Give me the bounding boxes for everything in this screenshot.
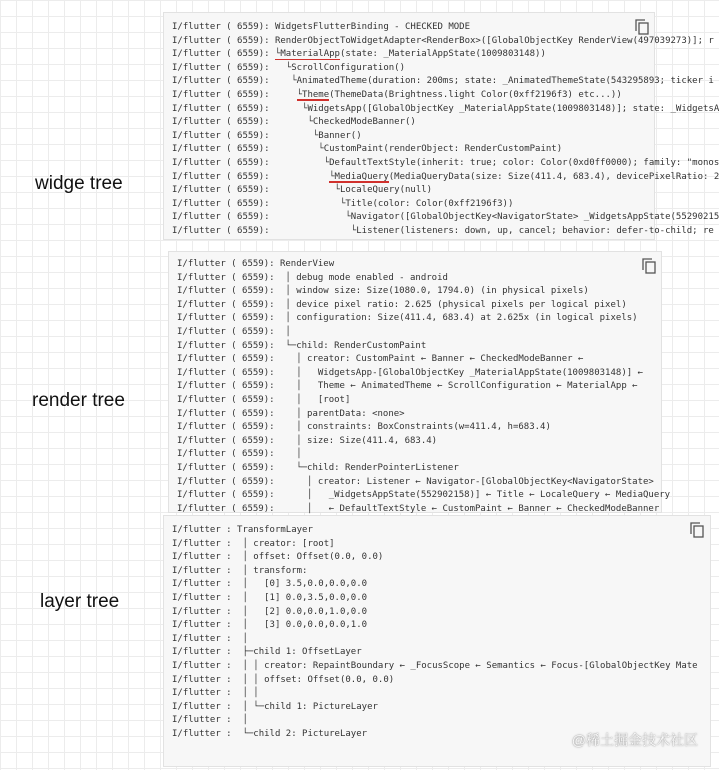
log-line: I/flutter : │: [172, 715, 248, 726]
log-line: I/flutter ( 6559): └Title(color: Color(0xff2196f3)): [172, 198, 514, 209]
log-line: I/flutter : │ [2] 0.0,0.0,1.0,0.0: [172, 606, 368, 617]
log-line: I/flutter ( 6559): │: [177, 449, 302, 460]
log-line: I/flutter : TransformLayer: [172, 525, 313, 535]
log-line: I/flutter ( 6559): └MaterialApp(state: _MaterialAppState(1009803148)): [172, 49, 546, 60]
layer-tree-log: [172, 524, 710, 742]
log-line: I/flutter ( 6559): │ debug mode enabled - android: [177, 272, 448, 283]
log-line: I/flutter ( 6559): │ WidgetsApp-[GlobalObjectKey _MaterialAppState(1009803148)] ←: [177, 367, 643, 378]
log-line: I/flutter ( 6559): │ window size: Size(1080.0, 1794.0) (in physical pixels): [177, 286, 589, 297]
highlighted-token: └MediaQuery: [329, 171, 389, 182]
log-line: I/flutter ( 6559): └AnimatedTheme(duration: 200ms; state: _AnimatedThemeState(543295893; ticker i: [172, 76, 714, 87]
highlighted-token: └Theme: [296, 89, 330, 100]
log-line: I/flutter ( 6559): └Banner(): [172, 130, 362, 141]
log-line: I/flutter : │ │ offset: Offset(0.0, 0.0): [172, 674, 395, 685]
log-line: I/flutter ( 6559): └LocaleQuery(null): [172, 185, 433, 196]
log-line: I/flutter ( 6559): │ constraints: BoxConstraints(w=411.4, h=683.4): [177, 422, 551, 433]
label-render-tree: render tree: [32, 390, 125, 411]
log-line: I/flutter ( 6559): │ creator: Listener ← Navigator-[GlobalObjectKey<NavigatorState>: [177, 476, 654, 487]
log-line: I/flutter : │ offset: Offset(0.0, 0.0): [172, 552, 384, 563]
log-line: I/flutter ( 6559): │ size: Size(411.4, 683.4): [177, 435, 438, 446]
watermark: @稀土掘金技术社区: [571, 732, 698, 748]
log-line: I/flutter ( 6559): └─child: RenderCustomPaint: [177, 340, 427, 351]
log-line: I/flutter ( 6559): └CheckedModeBanner(): [172, 117, 416, 128]
log-line: I/flutter ( 6559): └ScrollConfiguration(): [172, 62, 405, 73]
widget-tree-log: [172, 21, 719, 239]
log-line: I/flutter : │ └─child 1: PictureLayer: [172, 701, 378, 712]
label-layer-tree: layer tree: [40, 591, 120, 612]
log-line: I/flutter ( 6559): └MediaQuery(MediaQueryData(size: Size(411.4, 683.4), devicePixelRatio: 2: [172, 171, 719, 182]
log-line: I/flutter : │: [172, 633, 248, 644]
log-line: I/flutter : └─child 2: PictureLayer: [172, 728, 368, 739]
log-line: I/flutter ( 6559): │: [177, 326, 291, 337]
log-line: I/flutter ( 6559): │ device pixel ratio: 2.625 (physical pixels per logical pixel): [177, 299, 627, 310]
log-line: I/flutter ( 6559): └─child: RenderPointerListener: [177, 462, 459, 473]
log-line: I/flutter ( 6559): └Theme(ThemeData(Brightness.light Color(0xff2196f3) etc...)): [172, 89, 622, 100]
log-line: I/flutter ( 6559): │ [root]: [177, 394, 351, 405]
log-line: I/flutter ( 6559): │ _WidgetsAppState(552902158)] ← Title ← LocaleQuery ← MediaQuery: [177, 490, 671, 501]
log-line: I/flutter ( 6559): RenderView: [177, 259, 335, 269]
log-line: I/flutter ( 6559): │ parentData: <none>: [177, 408, 405, 419]
log-line: I/flutter ( 6559): └Listener(listeners: down, up, cancel; behavior: defer-to-child; re: [172, 225, 714, 236]
render-tree-panel[interactable]: [168, 251, 671, 514]
log-line: I/flutter ( 6559): │ configuration: Size(411.4, 683.4) at 2.625x (in logical pixels): [177, 313, 638, 324]
log-line: I/flutter : │ creator: [root]: [172, 538, 335, 549]
widget-tree-panel[interactable]: [163, 12, 719, 240]
log-line: I/flutter : │ transform:: [172, 565, 308, 576]
log-line: I/flutter : │ │ creator: RepaintBoundary ← _FocusScope ← Semantics ← Focus-[GlobalObjectKey Mate: [172, 660, 698, 671]
label-widget-tree: widge tree: [35, 173, 123, 194]
log-line: I/flutter : │ [3] 0.0,0.0,0.0,1.0: [172, 620, 368, 631]
render-tree-log: [177, 258, 671, 516]
log-line: I/flutter ( 6559): │ creator: CustomPaint ← Banner ← CheckedModeBanner ←: [177, 354, 584, 365]
log-line: I/flutter ( 6559): │ Theme ← AnimatedTheme ← ScrollConfiguration ← MaterialApp ←: [177, 381, 638, 392]
log-line: I/flutter ( 6559): └DefaultTextStyle(inherit: true; color: Color(0xd0ff0000); family: "monos: [172, 157, 719, 168]
log-line: I/flutter ( 6559): RenderObjectToWidgetAdapter<RenderBox>([GlobalObjectKey RenderView(497039273)]; r: [172, 35, 714, 46]
log-line: I/flutter ( 6559): └CustomPaint(renderObject: RenderCustomPaint): [172, 144, 563, 155]
log-line: I/flutter : │ [1] 0.0,3.5,0.0,0.0: [172, 592, 368, 603]
log-line: I/flutter ( 6559): │ ← DefaultTextStyle ← CustomPaint ← Banner ← CheckedModeBanner: [177, 503, 660, 514]
log-line: I/flutter : ├─child 1: OffsetLayer: [172, 647, 362, 658]
log-line: I/flutter ( 6559): WidgetsFlutterBinding - CHECKED MODE: [172, 22, 471, 32]
log-line: I/flutter ( 6559): └Navigator([GlobalObjectKey<NavigatorState> _WidgetsAppState(55290215: [172, 212, 719, 223]
log-line: I/flutter : │ [0] 3.5,0.0,0.0,0.0: [172, 579, 368, 590]
highlighted-token: └MaterialApp: [274, 49, 340, 60]
log-line: I/flutter ( 6559): └WidgetsApp([GlobalObjectKey _MaterialAppState(1009803148)]; state: _WidgetsA: [172, 103, 719, 114]
log-line: I/flutter : │ │: [172, 688, 259, 699]
